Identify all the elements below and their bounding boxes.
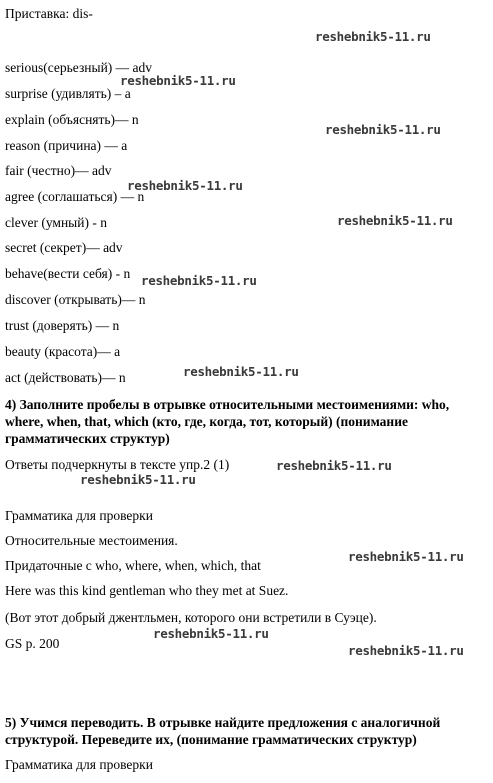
watermark: reshebnik5-11.ru [348,549,464,564]
watermark: reshebnik5-11.ru [348,643,464,658]
watermark: reshebnik5-11.ru [120,73,236,88]
vocab-item: act (действовать)— n [5,370,126,385]
watermark: reshebnik5-11.ru [127,178,243,193]
vocab-item: reason (причина) — a [5,138,128,153]
section-5-grammar-title: Грамматика для проверки [5,757,153,772]
grammar-reference: GS p. 200 [5,636,60,651]
grammar-example-en: Here was this kind gentleman who they met at Suez. [5,583,289,598]
section-4-heading: 4) Заполните пробелы в отрывке относительными местоимениями: who, where, when, that, which (кто, где, когда, тот, который) (понимание грамматических структур) [5,397,450,446]
vocab-item: fair (честно)— adv [5,163,112,178]
watermark: reshebnik5-11.ru [80,472,196,487]
vocab-item: surprise (удивлять) – a [5,86,131,101]
grammar-subtitle: Относительные местоимения. [5,533,178,548]
section-5-heading: 5) Учимся переводить. В отрывке найдите предложения с аналогичной структурой. Переведите их, (понимание грамматических структур) [5,715,441,747]
watermark: reshebnik5-11.ru [276,458,392,473]
answers-note: Ответы подчеркнуты в тексте упр.2 (1) [5,457,230,472]
grammar-title: Грамматика для проверки [5,508,153,523]
vocab-item: clever (умный) - n [5,215,107,230]
grammar-clauses: Придаточные с who, where, when, which, that [5,558,261,573]
vocab-item: agree (соглашаться) — n [5,189,145,204]
vocab-item: secret (секрет)— adv [5,240,123,255]
watermark: reshebnik5-11.ru [315,29,431,44]
watermark: reshebnik5-11.ru [141,273,257,288]
watermark: reshebnik5-11.ru [337,213,453,228]
prefix-line: Приставка: dis- [5,6,93,21]
vocab-item: discover (открывать)— n [5,292,146,307]
vocab-item: beauty (красота)— a [5,344,121,359]
watermark: reshebnik5-11.ru [183,364,299,379]
vocab-item: serious(серьезный) — adv [5,60,153,75]
vocab-item: trust (доверять) — n [5,318,120,333]
grammar-example-ru: (Вот этот добрый джентльмен, которого они встретили в Суэце). [5,610,377,625]
watermark: reshebnik5-11.ru [153,626,269,641]
vocab-item: explain (объяснять)— n [5,112,139,127]
vocab-item: behave(вести себя) - n [5,266,131,281]
watermark: reshebnik5-11.ru [325,122,441,137]
